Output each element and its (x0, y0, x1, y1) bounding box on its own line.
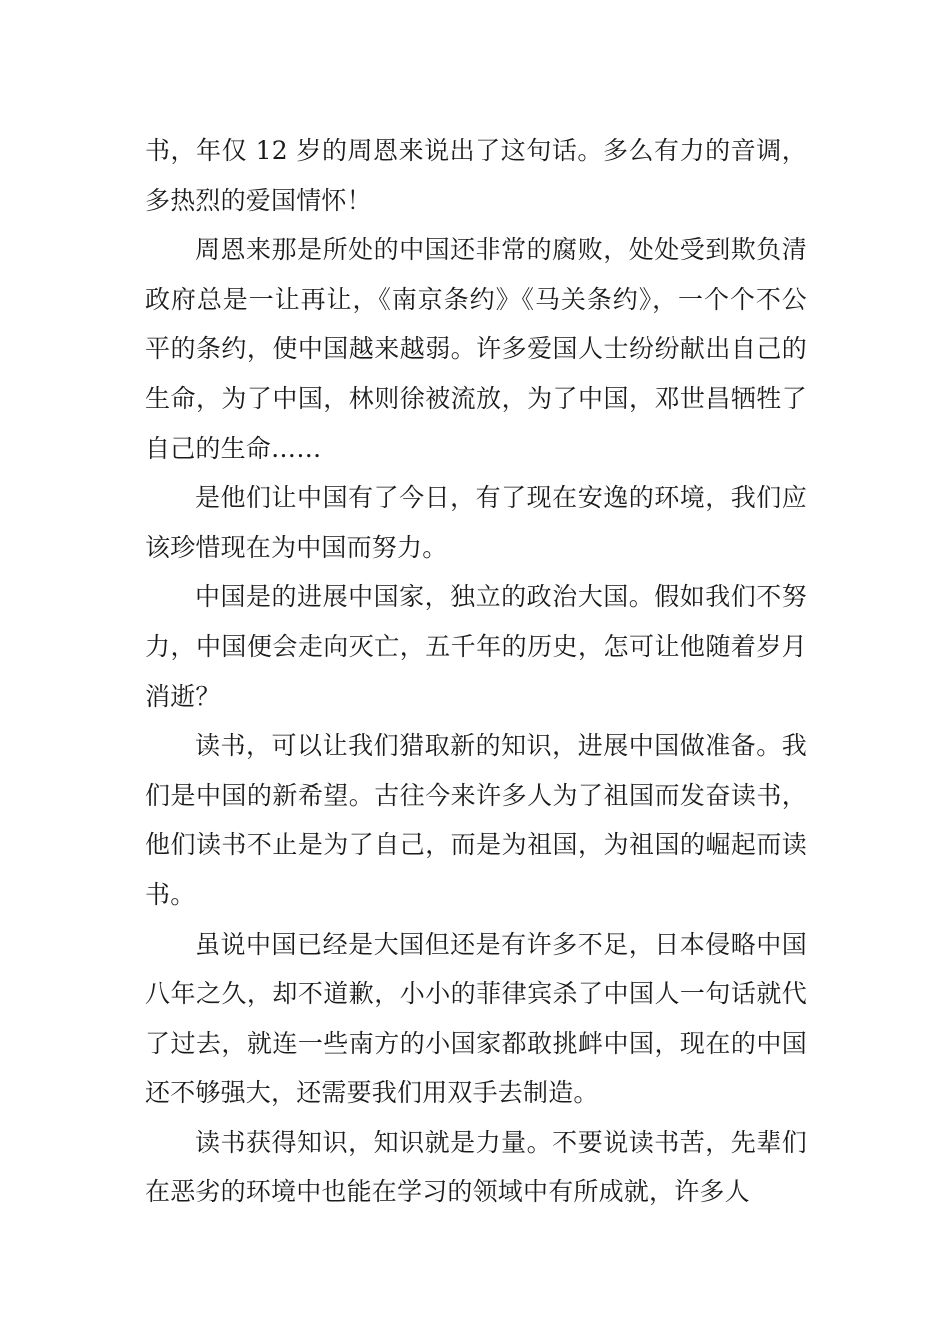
document-page (145, 126, 807, 1217)
paragraph: 读书获得知识，知识就是力量。不要说读书苦，先辈们在恶劣的环境中也能在学习的领域中有所成就，许多人 (145, 1127, 807, 1207)
paragraph: 中国是的进展中国家，独立的政治大国。假如我们不努力，中国便会走向灭亡，五千年的历史，怎可让他随着岁月消逝？ (145, 582, 807, 711)
paragraph: 周恩来那是所处的中国还非常的腐败，处处受到欺负清政府总是一让再让，《南京条约》《马关条约》，一个个不公平的条约，使中国越来越弱。许多爱国人士纷纷献出自己的生命，为了中国，林则徐被流放，为了中国，邓世昌牺牲了自己的生命…… (145, 235, 807, 463)
paragraph: 虽说中国已经是大国但还是有许多不足，日本侵略中国八年之久，却不道歉，小小的菲律宾杀了中国人一句话就代了过去，就连一些南方的小国家都敢挑衅中国，现在的中国还不够强大，还需要我们用双手去制造。 (145, 929, 807, 1108)
paragraph: 读书，可以让我们猎取新的知识，进展中国做准备。我们是中国的新希望。古往今来许多人为了祖国而发奋读书，他们读书不止是为了自己，而是为祖国，为祖国的崛起而读书。 (145, 731, 807, 909)
paragraph-continued: 书，年仅 12 岁的周恩来说出了这句话。多么有力的音调，多热烈的爱国情怀！ (145, 136, 807, 215)
paragraph: 是他们让中国有了今日，有了现在安逸的环境，我们应该珍惜现在为中国而努力。 (145, 483, 807, 562)
